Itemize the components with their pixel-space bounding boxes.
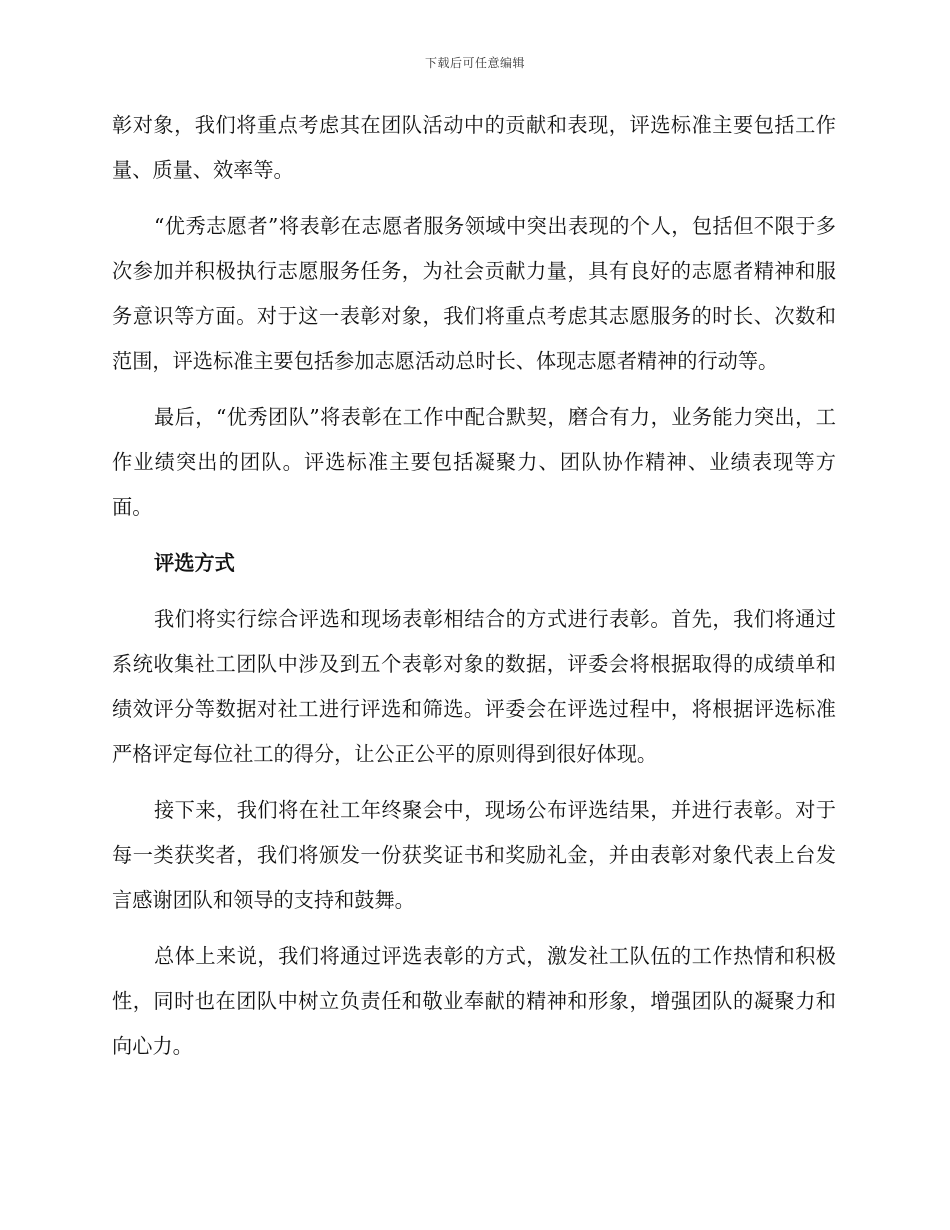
paragraph-volunteer-award: “优秀志愿者”将表彰在志愿者服务领域中突出表现的个人，包括但不限于多次参加并积极执行志愿服务任务，为社会贡献力量，具有良好的志愿者精神和服务意识等方面。对于这一表彰对象，我们将重点考虑其志愿服务的时长、次数和范围，评选标准主要包括参加志愿活动总时长、体现志愿者精神的行动等。 [112,214,836,373]
paragraph-summary: 总体上来说，我们将通过评选表彰的方式，激发社工队伍的工作热情和积极性，同时也在团队中树立负责任和敬业奉献的精神和形象，增强团队的凝聚力和向心力。 [112,944,836,1058]
paragraph-award-ceremony: 接下来，我们将在社工年终聚会中，现场公布评选结果，并进行表彰。对于每一类获奖者，我们将颁发一份获奖证书和奖励礼金，并由表彰对象代表上台发言感谢团队和领导的支持和鼓舞。 [112,798,836,912]
page-header: 下载后可任意编辑 [424,56,525,70]
paragraph-selection-process: 我们将实行综合评选和现场表彰相结合的方式进行表彰。首先，我们将通过系统收集社工团队中涉及到五个表彰对象的数据，评委会将根据取得的成绩单和绩效评分等数据对社工进行评选和筛选。评委会在评选过程中，将根据评选标准严格评定每位社工的得分，让公正公平的原则得到很好体现。 [112,607,836,766]
paragraph-continuation: 彰对象，我们将重点考虑其在团队活动中的贡献和表现，评选标准主要包括工作量、质量、效率等。 [112,113,836,182]
paragraph-team-award: 最后，“优秀团队”将表彰在工作中配合默契，磨合有力，业务能力突出，工作业绩突出的团队。评选标准主要包括凝聚力、团队协作精神、业绩表现等方面。 [112,405,836,519]
section-heading-selection-method: 评选方式 [154,551,235,575]
document-body [112,103,836,1069]
